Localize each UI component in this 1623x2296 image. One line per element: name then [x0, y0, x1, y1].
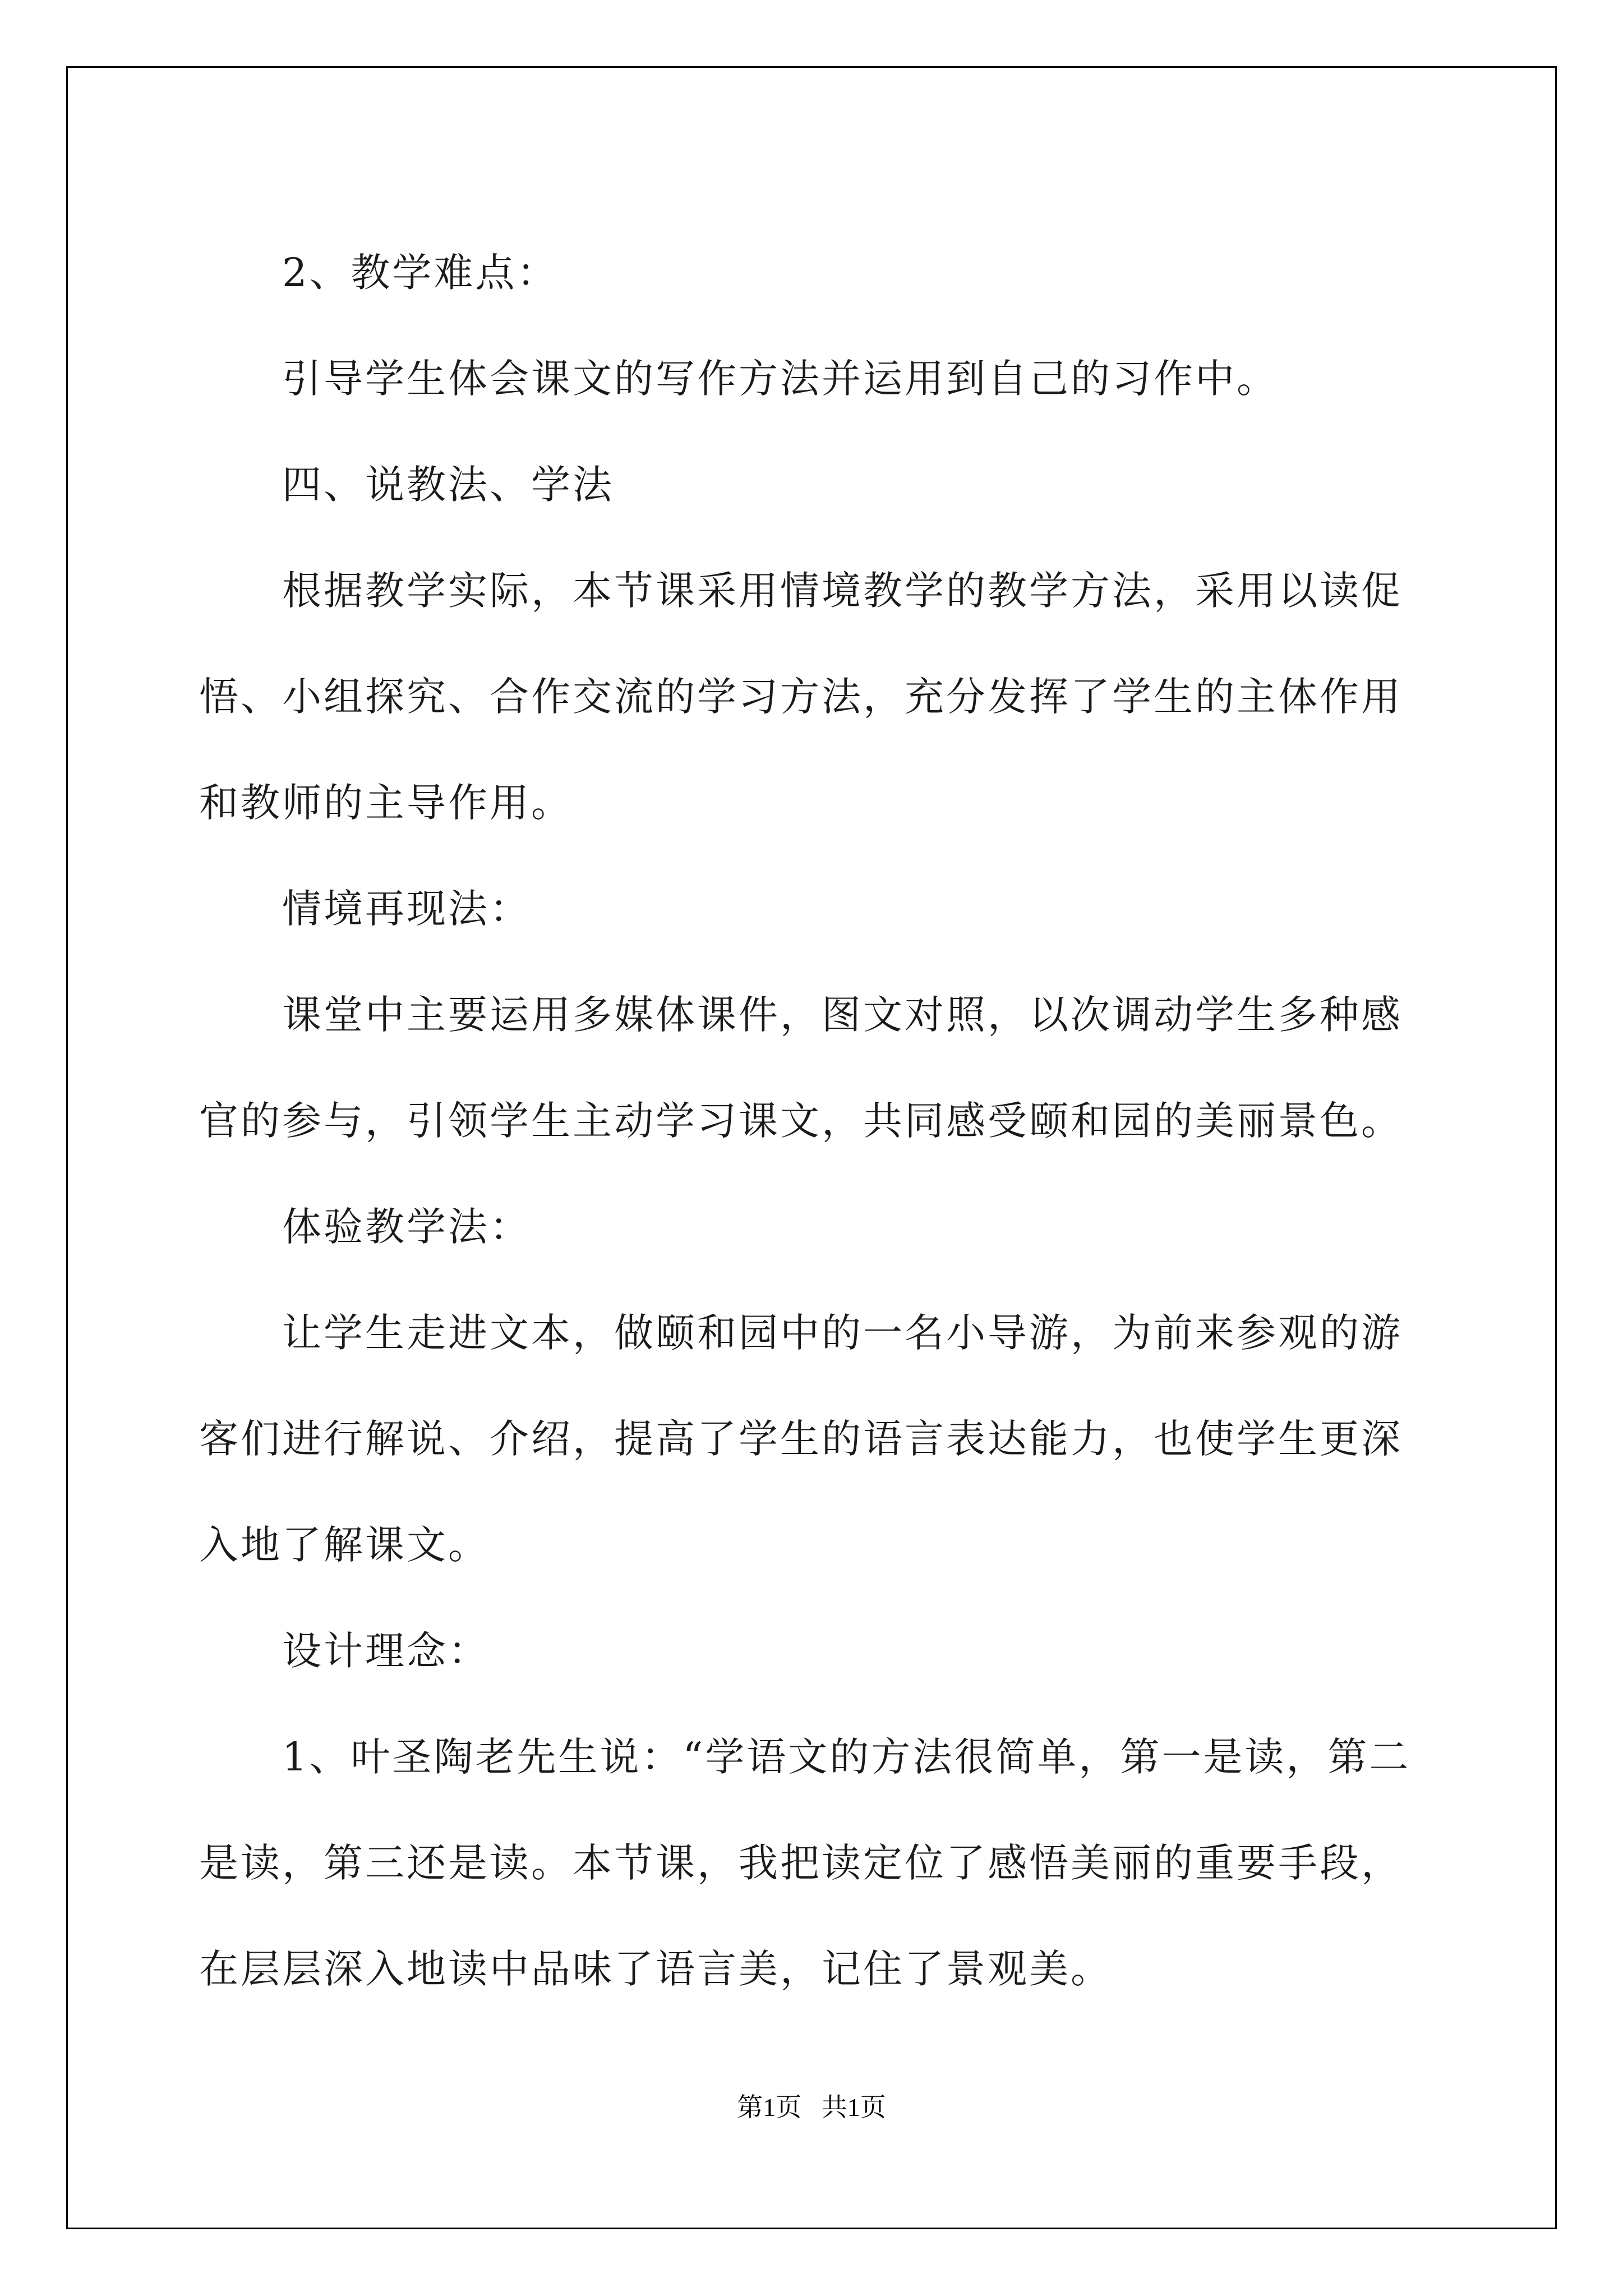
paragraph: 根据教学实际，本节课采用情境教学的教学方法，采用以读促悟、小组探究、合作交流的学习方法，充分发挥了学生的主体作用和教师的主导作用。 — [199, 568, 1403, 826]
page-number: 第1页 — [737, 2093, 802, 2122]
paragraph: 2、教学难点： — [282, 250, 559, 296]
page-total: 共1页 — [821, 2093, 886, 2122]
paragraph: 1、叶圣陶老先生说：“学语文的方法很简单，第一是读，第二是读，第三还是读。本节课，我把读定位了感悟美丽的重要手段，在层层深入地读中品味了语言美，记住了景观美。 — [199, 1734, 1411, 1992]
paragraph: 让学生走进文本，做颐和园中的一名小导游，为前来参观的游客们进行解说、介绍，提高了学生的语言表达能力，也使学生更深入地了解课文。 — [199, 1310, 1403, 1568]
subheading: 情境再现法： — [282, 886, 531, 932]
section-heading: 四、说教法、学法 — [282, 462, 614, 508]
subheading: 体验教学法： — [282, 1204, 531, 1250]
paragraph: 课堂中主要运用多媒体课件，图文对照，以次调动学生多种感官的参与，引领学生主动学习课文，共同感受颐和园的美丽景色。 — [199, 992, 1403, 1144]
document-body — [199, 220, 1433, 2022]
subheading: 设计理念： — [282, 1628, 490, 1674]
paragraph: 引导学生体会课文的写作方法并运用到自己的习作中。 — [282, 356, 1278, 402]
page-footer — [0, 2087, 1623, 2124]
